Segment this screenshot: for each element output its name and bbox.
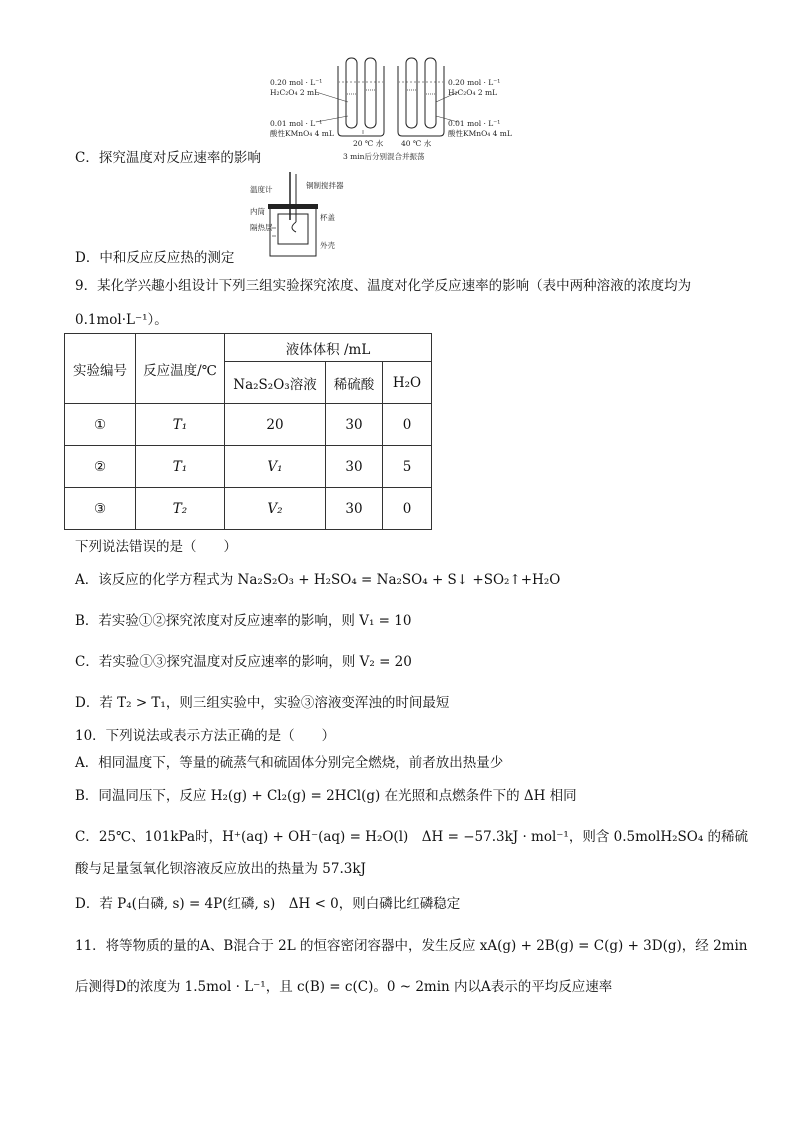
- q10-option-b: B．同温同压下，反应 H₂(g) + Cl₂(g) = 2HCl(g) 在光照和点燃条件下的 ΔH 相同: [75, 788, 577, 804]
- header-liquid-volume: 液体体积 /mL: [225, 334, 432, 362]
- left-beaker: [316, 58, 384, 136]
- fig-left-bath: 20 ℃ 水: [353, 139, 384, 148]
- cell-na: V₂: [225, 488, 326, 530]
- q9-stem-2: 0.1mol·L⁻¹）。: [75, 312, 168, 328]
- q9-option-a: A．该反应的化学方程式为 Na₂S₂O₃ + H₂SO₄ = Na₂SO₄ + S↓ +SO₂↑+H₂O: [75, 572, 561, 588]
- fig-right-bath: 40 ℃ 水: [401, 139, 432, 148]
- fig-shell-label: 外壳: [320, 241, 335, 250]
- fig-insulation-label: 隔热层: [250, 223, 273, 232]
- cell-acid: 30: [326, 446, 383, 488]
- q8-option-d: D．中和反应反应热的测定: [75, 250, 235, 266]
- fig-left-label-1: 0.20 mol · L⁻¹: [270, 78, 323, 87]
- q9-question: 下列说法错误的是（ ）: [75, 539, 237, 555]
- q10-option-a: A．相同温度下，等量的硫蒸气和硫固体分别完全燃烧，前者放出热量少: [75, 755, 504, 771]
- calorimeter-figure: [248, 170, 378, 258]
- cell-id: ③: [65, 488, 136, 530]
- fig-lid-label: 杯盖: [320, 213, 335, 222]
- table-row: [65, 404, 432, 446]
- header-na2s2o3: Na₂S₂O₃溶液: [225, 362, 326, 404]
- fig-stirrer-label: 铜制搅拌器: [306, 181, 344, 190]
- q9-option-d: D．若 T₂ > T₁，则三组实验中，实验③溶液变浑浊的时间最短: [75, 695, 450, 711]
- fig-left-label-2: H₂C₂O₄ 2 mL: [270, 88, 320, 97]
- header-sulfuric-acid: 稀硫酸: [326, 362, 383, 404]
- cell-water: 0: [383, 404, 432, 446]
- q10-option-c: C．25℃、101kPa时，H⁺(aq) + OH⁻(aq) = H₂O(l) ΔH = −57.3kJ · mol⁻¹，则含 0.5molH₂SO₄ 的稀硫: [75, 829, 749, 845]
- q11-line-2: 后测得D的浓度为 1.5mol · L⁻¹，且 c(B) = c(C)。0 ~ 2min 内以A表示的平均反应速率: [75, 979, 613, 995]
- q10-option-c-cont: 酸与足量氢氧化钡溶液反应放出的热量为 57.3kJ: [75, 861, 366, 877]
- q9-stem-1: 9．某化学兴趣小组设计下列三组实验探究浓度、温度对化学反应速率的影响（表中两种溶液的浓度均为: [75, 278, 692, 294]
- cell-temp: T₁: [136, 446, 225, 488]
- fig-right-label-2: H₂C₂O₄ 2 mL: [448, 88, 498, 97]
- q10-stem: 10．下列说法或表示方法正确的是（ ）: [75, 728, 336, 744]
- header-experiment-id: 实验编号: [65, 334, 136, 404]
- table-row: [65, 446, 432, 488]
- q10-option-d: D．若 P₄(白磷, s) = 4P(红磷, s) ΔH < 0，则白磷比红磷稳定: [75, 896, 461, 912]
- header-water: H₂O: [383, 362, 432, 404]
- table-row: [65, 488, 432, 530]
- beaker-experiment-figure: [268, 52, 518, 162]
- fig-thermometer-label: 温度计: [250, 185, 273, 194]
- cell-id: ②: [65, 446, 136, 488]
- cell-acid: 30: [326, 404, 383, 446]
- fig-left-label-4: 酸性KMnO₄ 4 mL: [270, 129, 334, 138]
- cell-na: 20: [225, 404, 326, 446]
- fig-left-label-3: 0.01 mol · L⁻¹: [270, 119, 323, 128]
- cell-na: V₁: [225, 446, 326, 488]
- cell-temp: T₁: [136, 404, 225, 446]
- fig-right-label-3: 0.01 mol · L⁻¹: [448, 119, 501, 128]
- q9-option-c: C．若实验①③探究温度对反应速率的影响，则 V₂ = 20: [75, 654, 412, 670]
- fig-caption: 3 min后分别混合并振荡: [343, 152, 425, 161]
- cell-temp: T₂: [136, 488, 225, 530]
- cell-id: ①: [65, 404, 136, 446]
- header-temperature: 反应温度/℃: [136, 334, 225, 404]
- experiment-table: [64, 333, 432, 530]
- q8-option-c: C．探究温度对反应速率的影响: [75, 150, 261, 166]
- cell-water: 5: [383, 446, 432, 488]
- q9-option-b: B．若实验①②探究浓度对反应速率的影响，则 V₁ = 10: [75, 613, 412, 629]
- q11-line-1: 11．将等物质的量的A、B混合于 2L 的恒容密闭容器中，发生反应 xA(g) + 2B(g) = C(g) + 3D(g)，经 2min: [75, 938, 748, 954]
- cell-water: 0: [383, 488, 432, 530]
- cell-acid: 30: [326, 488, 383, 530]
- fig-right-label-4: 酸性KMnO₄ 4 mL: [448, 129, 512, 138]
- fig-inner-label: 内筒: [250, 207, 265, 216]
- fig-right-label-1: 0.20 mol · L⁻¹: [448, 78, 501, 87]
